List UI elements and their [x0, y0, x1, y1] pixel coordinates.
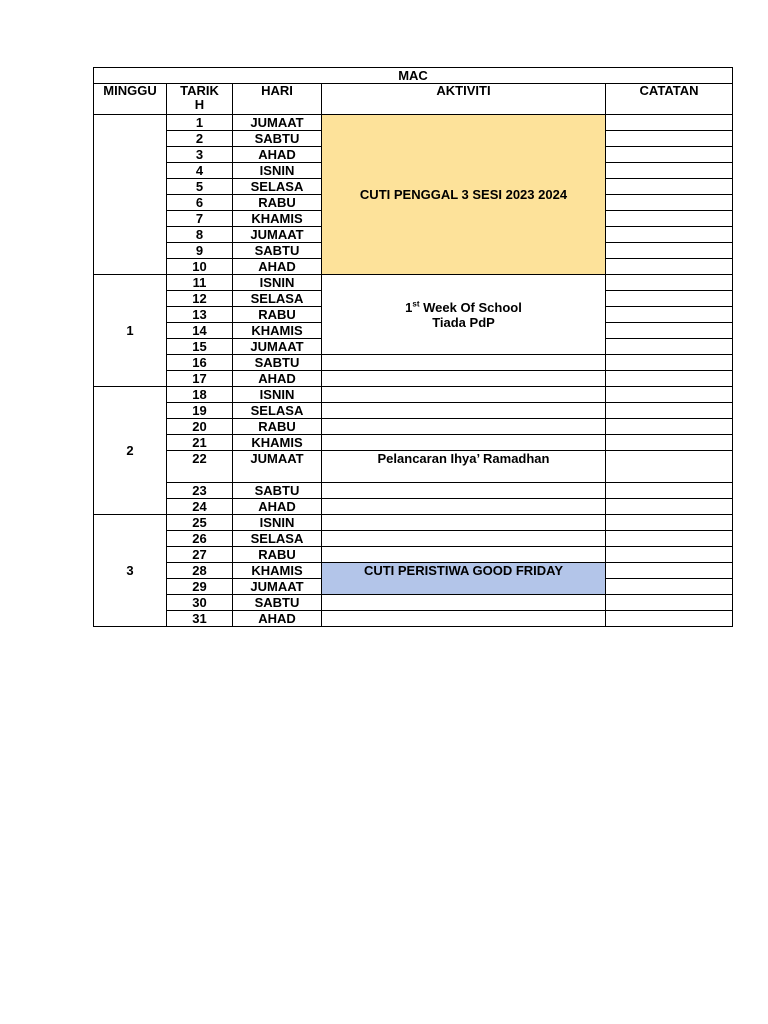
activity-first-week	[322, 275, 606, 355]
table-row	[94, 451, 733, 483]
note-cell	[606, 131, 733, 147]
note-cell	[606, 579, 733, 595]
note-cell	[606, 355, 733, 371]
date-cell: 27	[167, 547, 233, 563]
day-cell: JUMAAT	[233, 115, 322, 131]
note-cell	[606, 419, 733, 435]
week-number: 3	[94, 515, 167, 627]
activity-cell	[322, 355, 606, 371]
table-row	[94, 547, 733, 563]
day-cell: KHAMIS	[233, 563, 322, 579]
date-cell: 4	[167, 163, 233, 179]
day-cell: AHAD	[233, 371, 322, 387]
date-cell: 8	[167, 227, 233, 243]
date-cell: 16	[167, 355, 233, 371]
note-cell	[606, 499, 733, 515]
date-cell: 29	[167, 579, 233, 595]
note-cell	[606, 451, 733, 483]
activity-cell	[322, 403, 606, 419]
monthly-calendar-table	[93, 67, 733, 627]
date-cell: 20	[167, 419, 233, 435]
day-cell: AHAD	[233, 259, 322, 275]
day-cell: SABTU	[233, 131, 322, 147]
day-cell: KHAMIS	[233, 323, 322, 339]
activity-cell	[322, 483, 606, 499]
day-cell: SABTU	[233, 243, 322, 259]
table-row	[94, 611, 733, 627]
note-cell	[606, 243, 733, 259]
date-cell: 18	[167, 387, 233, 403]
day-cell: JUMAAT	[233, 451, 322, 483]
date-cell: 9	[167, 243, 233, 259]
activity-cell	[322, 547, 606, 563]
note-cell	[606, 227, 733, 243]
date-cell: 28	[167, 563, 233, 579]
date-cell: 21	[167, 435, 233, 451]
note-cell	[606, 563, 733, 579]
header-hari: HARI	[233, 84, 322, 115]
activity-cell	[322, 499, 606, 515]
day-cell: AHAD	[233, 147, 322, 163]
table-row	[94, 371, 733, 387]
day-cell: SELASA	[233, 179, 322, 195]
date-cell: 25	[167, 515, 233, 531]
table-row	[94, 563, 733, 579]
table-row	[94, 483, 733, 499]
day-cell: RABU	[233, 547, 322, 563]
first-week-text: Week Of School	[419, 299, 522, 315]
first-week-superscript: st	[412, 299, 420, 309]
table-row	[94, 275, 733, 291]
activity-cell	[322, 387, 606, 403]
note-cell	[606, 339, 733, 355]
day-cell: KHAMIS	[233, 211, 322, 227]
note-cell	[606, 323, 733, 339]
activity-cell	[322, 611, 606, 627]
date-cell: 10	[167, 259, 233, 275]
week-number: 1	[94, 275, 167, 387]
date-cell: 17	[167, 371, 233, 387]
day-cell: SELASA	[233, 531, 322, 547]
note-cell	[606, 259, 733, 275]
note-cell	[606, 515, 733, 531]
day-cell: RABU	[233, 307, 322, 323]
table-row	[94, 115, 733, 131]
week-cell-empty	[94, 115, 167, 275]
day-cell: ISNIN	[233, 515, 322, 531]
day-cell: RABU	[233, 195, 322, 211]
date-cell: 13	[167, 307, 233, 323]
day-cell: SELASA	[233, 403, 322, 419]
date-cell: 23	[167, 483, 233, 499]
note-cell	[606, 163, 733, 179]
date-cell: 7	[167, 211, 233, 227]
activity-cuti-penggal: CUTI PENGGAL 3 SESI 2023 2024	[322, 115, 606, 275]
day-cell: SELASA	[233, 291, 322, 307]
table-row	[94, 595, 733, 611]
day-cell: RABU	[233, 419, 322, 435]
note-cell	[606, 291, 733, 307]
day-cell: SABTU	[233, 595, 322, 611]
note-cell	[606, 195, 733, 211]
table-row	[94, 531, 733, 547]
header-aktiviti: AKTIVITI	[322, 84, 606, 115]
first-week-line	[322, 300, 605, 315]
note-cell	[606, 115, 733, 131]
date-cell: 19	[167, 403, 233, 419]
header-tarikh-line1: TARIK	[180, 83, 219, 98]
table-row	[94, 499, 733, 515]
date-cell: 2	[167, 131, 233, 147]
table-row	[94, 355, 733, 371]
note-cell	[606, 179, 733, 195]
month-title: MAC	[94, 68, 733, 84]
note-cell	[606, 403, 733, 419]
date-cell: 15	[167, 339, 233, 355]
date-cell: 5	[167, 179, 233, 195]
note-cell	[606, 483, 733, 499]
header-minggu: MINGGU	[94, 84, 167, 115]
date-cell: 3	[167, 147, 233, 163]
day-cell: AHAD	[233, 611, 322, 627]
date-cell: 11	[167, 275, 233, 291]
day-cell: ISNIN	[233, 163, 322, 179]
activity-cell	[322, 419, 606, 435]
activity-good-friday: CUTI PERISTIWA GOOD FRIDAY	[322, 563, 606, 595]
date-cell: 30	[167, 595, 233, 611]
week-number: 2	[94, 387, 167, 515]
activity-cell	[322, 531, 606, 547]
note-cell	[606, 371, 733, 387]
table-row	[94, 403, 733, 419]
table-row	[94, 515, 733, 531]
header-tarikh	[167, 84, 233, 115]
activity-cell	[322, 515, 606, 531]
date-cell: 26	[167, 531, 233, 547]
activity-pelancaran: Pelancaran Ihya’ Ramadhan	[322, 451, 606, 483]
date-cell: 14	[167, 323, 233, 339]
day-cell: JUMAAT	[233, 227, 322, 243]
activity-cell	[322, 595, 606, 611]
header-tarikh-line2: H	[194, 97, 205, 112]
note-cell	[606, 531, 733, 547]
activity-cell	[322, 371, 606, 387]
date-cell: 31	[167, 611, 233, 627]
note-cell	[606, 387, 733, 403]
day-cell: ISNIN	[233, 275, 322, 291]
day-cell: SABTU	[233, 483, 322, 499]
date-cell: 24	[167, 499, 233, 515]
date-cell: 12	[167, 291, 233, 307]
note-cell	[606, 275, 733, 291]
day-cell: JUMAAT	[233, 339, 322, 355]
note-cell	[606, 595, 733, 611]
date-cell: 1	[167, 115, 233, 131]
note-cell	[606, 211, 733, 227]
note-cell	[606, 147, 733, 163]
table-row	[94, 387, 733, 403]
header-catatan: CATATAN	[606, 84, 733, 115]
note-cell	[606, 547, 733, 563]
activity-cell	[322, 435, 606, 451]
tiada-pdp-line: Tiada PdP	[432, 314, 495, 330]
table-row	[94, 419, 733, 435]
date-cell: 22	[167, 451, 233, 483]
date-cell: 6	[167, 195, 233, 211]
note-cell	[606, 435, 733, 451]
day-cell: SABTU	[233, 355, 322, 371]
day-cell: JUMAAT	[233, 579, 322, 595]
table-row	[94, 435, 733, 451]
day-cell: ISNIN	[233, 387, 322, 403]
day-cell: AHAD	[233, 499, 322, 515]
first-week-number: 1	[405, 299, 413, 315]
note-cell	[606, 307, 733, 323]
note-cell	[606, 611, 733, 627]
day-cell: KHAMIS	[233, 435, 322, 451]
